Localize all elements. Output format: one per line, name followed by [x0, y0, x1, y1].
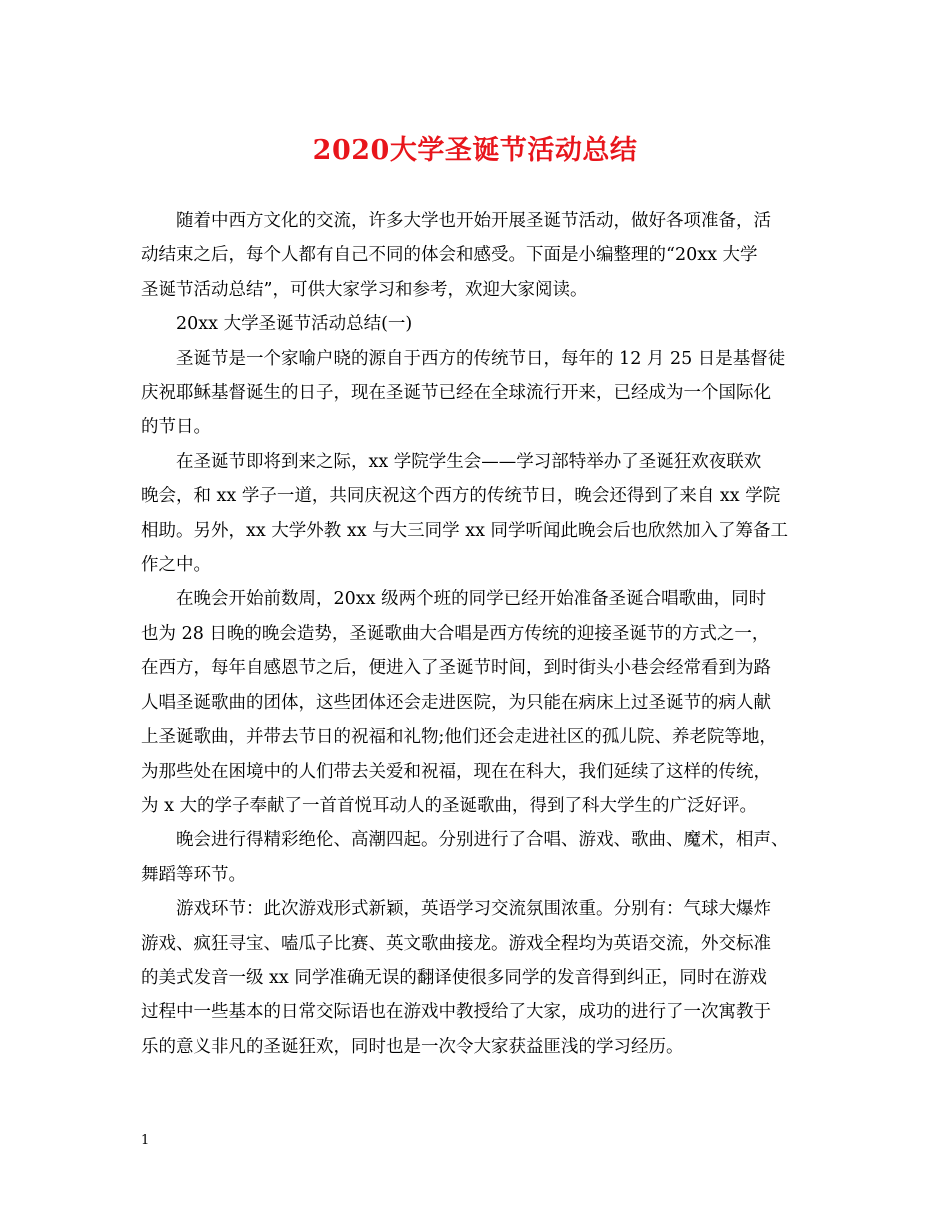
text-line: 的美式发音一级 xx 同学准确无误的翻译使很多同学的发音得到纠正，同时在游戏: [141, 967, 767, 988]
text-line: 作之中。: [141, 555, 211, 576]
text-line: 为那些处在困境中的人们带去关爱和祝福，现在在科大，我们延续了这样的传统，: [141, 761, 771, 782]
text-line: 上圣诞歌曲，并带去节日的祝福和礼物;他们还会走进社区的孤儿院、养老院等地，: [141, 727, 777, 748]
text-line: 随着中西方文化的交流，许多大学也开始开展圣诞节活动，做好各项准备，活: [176, 211, 771, 231]
text-line: 为 x 大的学子奉献了一首首悦耳动人的圣诞歌曲，得到了科大学生的广泛好评。: [141, 795, 757, 816]
text-line: 在圣诞节即将到来之际，xx 学院学生会——学习部特举办了圣诞狂欢夜联欢: [176, 451, 762, 472]
text-line: 人唱圣诞歌曲的团体，这些团体还会走进医院，为只能在病床上过圣诞节的病人献: [141, 692, 771, 713]
text-line: 晚会，和 xx 学子一道，共同庆祝这个西方的传统节日，晚会还得到了来自 xx 学院: [141, 486, 781, 507]
text-line: 在晚会开始前数周，20xx 级两个班的同学已经开始准备圣诞合唱歌曲，同时: [176, 589, 767, 610]
paragraph: [141, 823, 827, 892]
text-line: 的节日。: [141, 417, 211, 438]
text-line: 也为 28 日晚的晚会造势，圣诞歌曲大合唱是西方传统的迎接圣诞节的方式之一，: [141, 623, 770, 644]
text-line: 庆祝耶稣基督诞生的日子，现在圣诞节已经在全球流行开来，已经成为一个国际化: [141, 383, 771, 404]
paragraph: [141, 342, 827, 445]
page-number: 1: [141, 1133, 150, 1148]
text-line: 在西方，每年自感恩节之后，便进入了圣诞节时间，到时街头小巷会经常看到为路: [141, 658, 771, 679]
text-line: 圣诞节活动总结”，可供大家学习和参考，欢迎大家阅读。: [141, 279, 588, 300]
text-line: 过程中一些基本的日常交际语也在游戏中教授给了大家，成功的进行了一次寓教于: [141, 1002, 771, 1023]
paragraph: [141, 892, 827, 1064]
paragraph: [141, 582, 827, 823]
text-line: 20xx 大学圣诞节活动总结(一): [176, 314, 413, 335]
paragraph: [141, 204, 827, 307]
document-body: [141, 204, 827, 1064]
document-title: 2020大学圣诞节活动总结: [312, 135, 638, 166]
text-line: 舞蹈等环节。: [141, 864, 246, 885]
text-line: 动结束之后，每个人都有自己不同的体会和感受。下面是小编整理的“20xx 大学: [141, 245, 758, 266]
text-line: 相助。另外，xx 大学外教 xx 与大三同学 xx 同学听闻此晚会后也欣然加入了筹备工: [141, 520, 789, 541]
text-line: 圣诞节是一个家喻户晓的源自于西方的传统节日，每年的 12 月 25 日是基督徒: [176, 348, 786, 369]
paragraph: [141, 445, 827, 583]
text-line: 晚会进行得精彩绝伦、高潮四起。分别进行了合唱、游戏、歌曲、魔术，相声、: [176, 830, 789, 851]
text-line: 游戏、疯狂寻宝、嗑瓜子比赛、英文歌曲接龙。游戏全程均为英语交流，外交标准: [141, 933, 771, 954]
text-line: 游戏环节：此次游戏形式新颖，英语学习交流氛围浓重。分别有：气球大爆炸: [176, 899, 771, 920]
text-line: 乐的意义非凡的圣诞狂欢，同时也是一次令大家获益匪浅的学习经历。: [141, 1036, 684, 1057]
section-heading: [141, 307, 827, 341]
